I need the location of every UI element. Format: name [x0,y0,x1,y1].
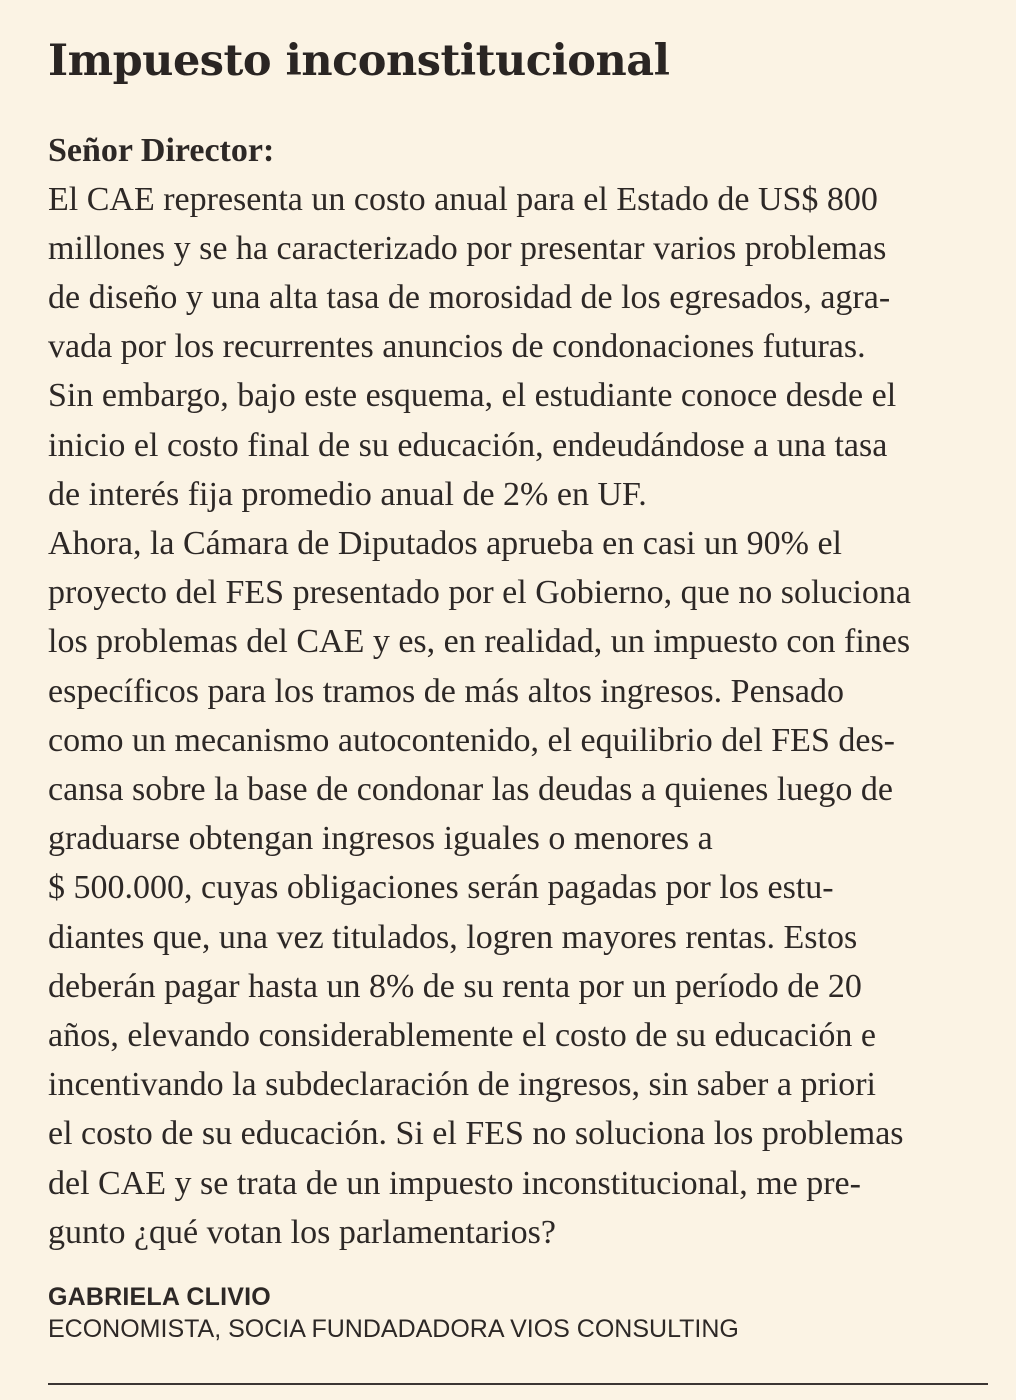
body-line: inicio el costo final de su educación, endeudándose a una tasa [48,426,888,464]
salutation: Señor Director: [48,131,275,169]
body-line: proyecto del FES presentado por el Gobierno, que no soluciona [48,574,912,612]
body-line: específicos para los tramos de más altos ingresos. Pensado [48,672,844,710]
letter-body [48,175,988,1257]
body-line: gunto ¿qué votan los parlamentarios? [48,1213,556,1251]
body-line: Sin embargo, bajo este esquema, el estudiante conoce desde el [48,377,897,415]
body-line: del CAE y se trata de un impuesto inconstitucional, me pre- [48,1164,861,1202]
body-line: vada por los recurrentes anuncios de condonaciones futuras. [48,328,866,366]
body-line: millones y se ha caracterizado por presentar varios problemas [48,229,887,267]
body-line: el costo de su educación. Si el FES no soluciona los problemas [48,1115,904,1153]
body-line: El CAE representa un costo anual para el Estado de US$ 800 [48,180,878,218]
body-line: $ 500.000, cuyas obligaciones serán pagadas por los estu- [48,869,834,907]
body-line: los problemas del CAE y es, en realidad, un impuesto con fines [48,623,911,661]
body-line: de interés fija promedio anual de 2% en UF. [48,475,647,513]
body-line: de diseño y una alta tasa de morosidad de los egresados, agra- [48,279,891,316]
bottom-divider [48,1383,988,1385]
body-line: Ahora, la Cámara de Diputados aprueba en casi un 90% el [48,525,842,563]
body-line: como un mecanismo autocontenido, el equilibrio del FES des- [48,721,895,759]
body-line: incentivando la subdeclaración de ingresos, sin saber a priori [48,1066,877,1104]
author-role: ECONOMISTA, SOCIA FUNDADADORA VIOS CONSULTING [48,1315,739,1344]
letter-article [48,36,988,1345]
author-name: GABRIELA CLIVIO [48,1283,271,1312]
body-line: años, elevando considerablemente el costo de su educación e [48,1017,876,1055]
body-line: diantes que, una vez titulados, logren mayores rentas. Estos [48,918,858,956]
article-title: Impuesto inconstitucional [48,36,670,86]
body-line: graduarse obtengan ingresos iguales o menores a [48,820,713,858]
body-line: deberán pagar hasta un 8% de su renta por un período de 20 [48,967,862,1005]
body-line: cansa sobre la base de condonar las deudas a quienes luego de [48,771,893,809]
